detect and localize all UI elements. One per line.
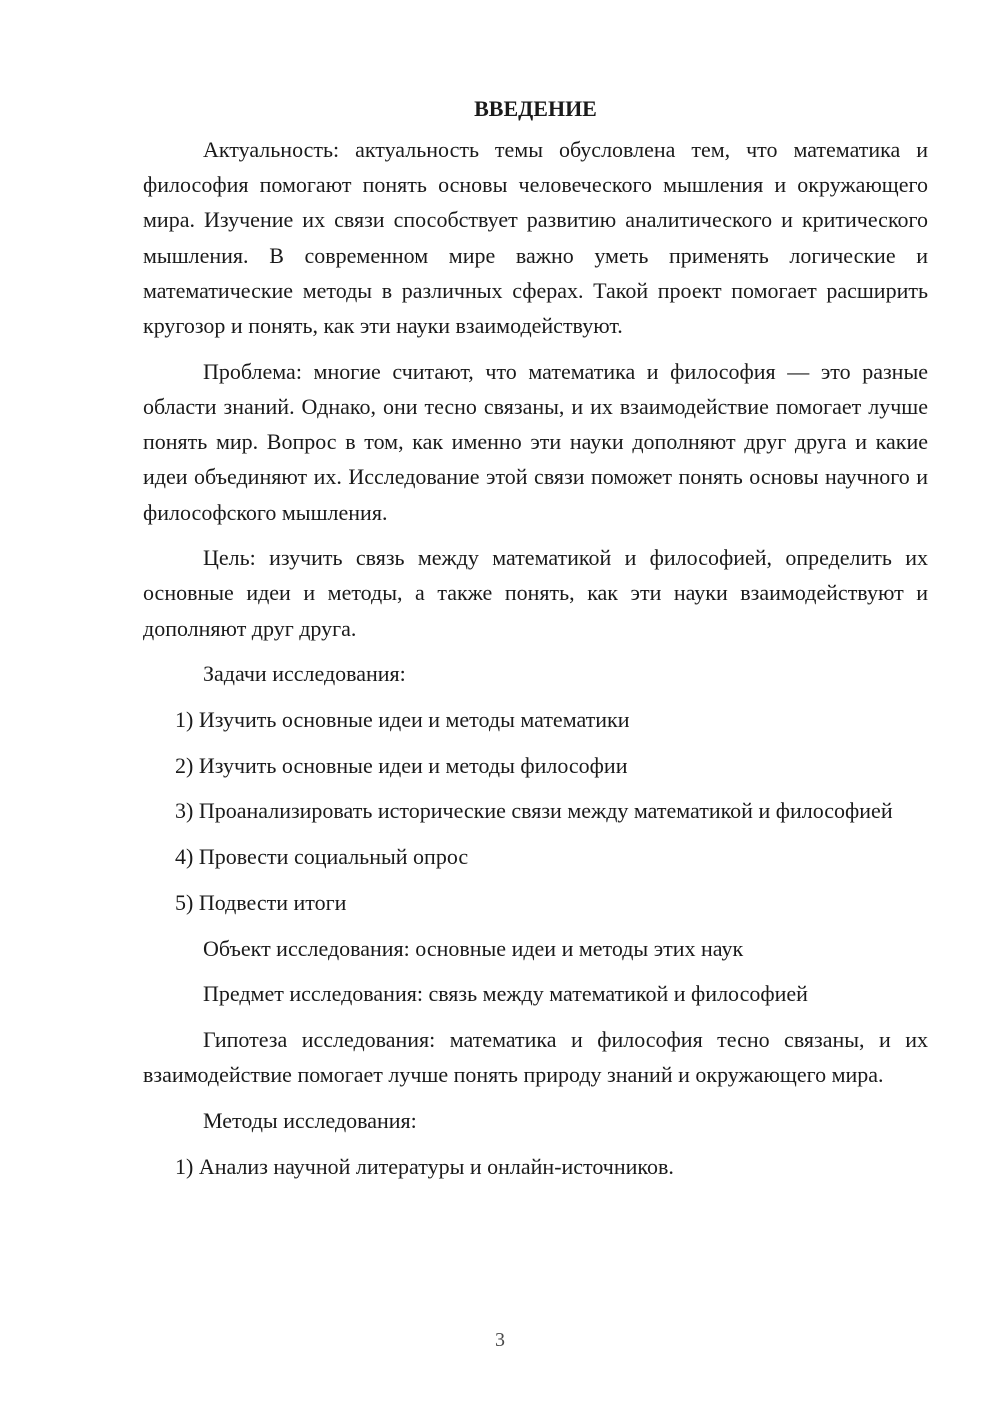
task-item: 3) Проанализировать исторические связи между математикой и философией bbox=[175, 798, 893, 824]
hypothesis-paragraph: Гипотеза исследования: математика и философия тесно связаны, и их взаимодействие помогает лучше понять природу знаний и окружающего мира. bbox=[143, 1026, 928, 1088]
task-item: 5) Подвести итоги bbox=[175, 889, 347, 915]
task-item: 2) Изучить основные идеи и методы философии bbox=[175, 752, 628, 778]
method-item: 1) Анализ научной литературы и онлайн-источников. bbox=[175, 1153, 674, 1179]
problem-paragraph: Проблема: многие считают, что математика и философия — это разные области знаний. Однако, они тесно связаны, и их взаимодействие помогает лучше понять мир. Вопрос в том, как именно эти науки дополняют друг друга и какие идеи объединяют их. Исследование этой связи поможет понять основы научного и философского мышления. bbox=[143, 358, 928, 525]
page-number: 3 bbox=[495, 1329, 505, 1351]
task-item: 4) Провести социальный опрос bbox=[175, 844, 469, 870]
document-page bbox=[143, 94, 928, 1194]
section-title: ВВЕДЕНИЕ bbox=[474, 96, 597, 121]
task-item: 1) Изучить основные идеи и методы математики bbox=[175, 707, 630, 733]
methods-heading: Методы исследования: bbox=[203, 1107, 417, 1133]
tasks-heading: Задачи исследования: bbox=[203, 661, 406, 687]
relevance-paragraph: Актуальность: актуальность темы обусловлена тем, что математика и философия помогают понять основы человеческого мышления и окружающего мира. Изучение их связи способствует развитию аналитического и критического мышления. В современном мире важно уметь применять логические и математические методы в различных сферах. Такой проект помогает расширить кругозор и понять, как эти науки взаимодействуют. bbox=[143, 137, 928, 339]
subject-paragraph: Предмет исследования: связь между математикой и философией bbox=[203, 981, 808, 1007]
goal-paragraph: Цель: изучить связь между математикой и философией, определить их основные идеи и методы, а также понять, как эти науки взаимодействуют и дополняют друг друга. bbox=[143, 545, 928, 641]
object-paragraph: Объект исследования: основные идеи и методы этих наук bbox=[203, 935, 744, 961]
